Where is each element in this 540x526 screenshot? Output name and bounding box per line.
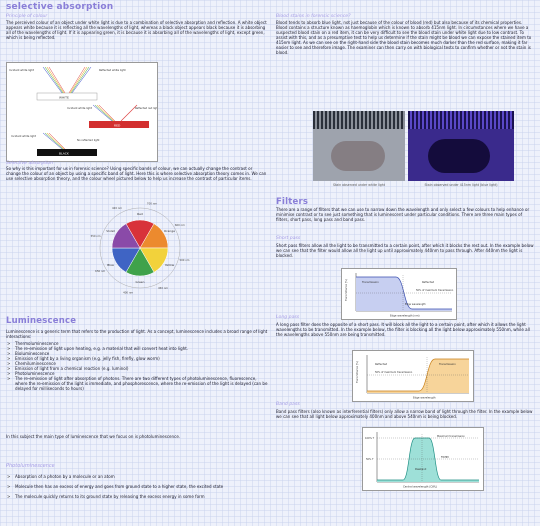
band-pass-chart-svg <box>363 428 483 490</box>
diagram-label: No reflected light <box>77 139 100 142</box>
list-item: > The re-emission of light upon heating, e.g. a material that will convert heat into light. <box>6 346 268 351</box>
list-item: > Thermoluminescence <box>6 341 268 346</box>
wheel-wavelength-label: 450 nm <box>158 286 168 290</box>
selective-absorption-title: selective absorption <box>6 2 114 12</box>
wheel-segment-label: Violet <box>106 229 115 233</box>
blood-caption: Stain observed under 415nm light (blue light) <box>424 183 498 187</box>
colour-wheel-svg <box>80 198 200 298</box>
wheel-wavelength-label: 600 nm <box>174 224 185 227</box>
short-pass-chart-svg <box>342 269 456 319</box>
photoluminescence-heading: Photoluminescence <box>6 463 55 469</box>
band-pass-chart <box>362 427 484 491</box>
chart-label: Reflected <box>422 281 435 284</box>
long-pass-heading: Long pass <box>276 315 300 320</box>
long-pass-text: A long pass filter does the opposite of a short pass. It will block all the light to a certain point, after which it allows the light wavelengths to be transmitted. In the example below, the filter is blocking all the light below approximately 550nm, while all the wavelengths above 550nm are being transmitted. <box>276 322 530 337</box>
luminescence-list <box>6 341 268 391</box>
chart-label: Transmittance (%) <box>356 361 359 383</box>
short-pass-text: Short pass filters allow all the light to be transmitted to a certain point, after which it blocks the rest out. In the example below we can see that the filter would allow all the light up until approximately 440nm to pass through. After 440nm the light is blocked. <box>276 243 534 258</box>
chart-label: Transmittance (%) <box>345 279 348 301</box>
luminescence-intro: Luminescence is a generic term that refers to the production of light. As a concept, luminescence includes a broad range of light interactions: <box>6 329 268 339</box>
chart-label: Maximum transmission <box>437 435 465 438</box>
wheel-segment-label: Orange <box>163 229 175 233</box>
selective-absorption-text: So why is this important for us in forensic science? Using specific bands of colour, we can actually change the contrast or change the colour of an object by using a specific band of light. Here this is where selective absorption theory comes in. We can use selective absorption theory, and the colour wheel pictured below to help us increase the contrast of particular items. <box>6 166 267 181</box>
filters-text: There are a range of filters that we can use to narrow down the wavelength and only select a few colours to help enhance or minimise contrast or to see just something that is luminescent under particular conditions. There are three main types of filters, short pass, long pass and band pass. <box>276 207 530 222</box>
chart-label: Edge wavelength (nm) <box>390 314 420 318</box>
wheel-wavelength-label: 550 nm <box>90 235 101 239</box>
wheel-segment-label: Green <box>135 280 145 284</box>
wheel-segment-label: Yellow <box>164 263 175 267</box>
filters-title: Filters <box>276 197 309 207</box>
diagram-label: BLACK <box>59 151 69 156</box>
stain-shape <box>428 139 490 173</box>
chart-label: Passband <box>415 468 427 471</box>
diagram-label: RED <box>114 123 121 128</box>
fabric-texture <box>408 111 514 129</box>
wheel-segment-label: Blue <box>107 263 114 267</box>
blood-stains-text: Blood tends to absorb blue light, not just because of the colour of blood (red) but also because of its chemical properties. Blood contains a structure known as haemoglobin which is known to absorb 415nm light. In circumstances where we have a suspected blood stain on a red item, it can be very difficult to see the blood stain under white light due to low contrast. To assist with this, and as a presumptive test to help us determine if the stain might be blood we can expose the stained item to 415nm light. As we can see on the right-hand side the blood stain becomes much darker than the red surface, making it far easier to see and therefore image. The examiner can then carry on with biological tests to confirm whether or not the stain is blood. <box>276 20 532 55</box>
chart-label: Transmission <box>439 363 456 366</box>
wheel-wavelength-label: 700 nm <box>146 202 157 206</box>
luminescence-title: Luminescence <box>6 316 77 326</box>
fabric-texture <box>313 111 405 129</box>
chart-label: 50% of maximum transmission <box>416 289 454 292</box>
wheel-wavelength-label: 400 nm <box>123 291 134 295</box>
principle-of-colour-text: The perceived colour of an object under white light is due to a combination of selective absorption and reflection. A white object appears white because it is reflecting all the wavelengths of light, whereas a black object appears black because it is absorbing all of the wavelengths of light. If it is appearing green, it is because it is absorbing all of the wavelengths of light, except green, which is being reflected. <box>6 20 267 40</box>
list-item: > The re-emission of light after absorption of photons. There are two different types of photoluminescence, fluorescence, where the re-emission of the light is immediate, and phosphorescence, where the re-emission of the light is delayed (can be delayed for milliseconds to hours) <box>6 376 268 391</box>
list-item: > Photoluminescence <box>6 371 268 376</box>
diagram-label: Incident white light <box>67 107 92 110</box>
list-item: > Molecule then has an excess of energy and goes from ground state to a higher state, the excited state <box>6 484 268 489</box>
wheel-wavelength-label: 500 nm <box>179 258 190 262</box>
band-pass-heading: Band pass <box>276 402 300 407</box>
reflection-diagram <box>6 62 158 162</box>
long-pass-chart-svg <box>353 351 473 401</box>
chart-label: 50% of maximum transmission <box>375 371 413 374</box>
list-item: > Chemiluminescence <box>6 361 268 366</box>
list-item: > Emission of light from a chemical reaction (e.g. luminol) <box>6 366 268 371</box>
wheel-segment-label: Red <box>137 212 143 216</box>
blood-image-white-light <box>313 111 405 181</box>
chart-label: Transmission <box>362 281 379 284</box>
chart-label: Central wavelength (CWL) <box>403 485 438 489</box>
diagram-label: Incident white light <box>11 135 36 138</box>
short-pass-heading: Short pass <box>276 236 301 241</box>
selective-absorption-heading: Selective absorption <box>6 161 53 166</box>
chart-label: FWHM <box>441 456 449 459</box>
list-item: > Emission of light by a living organism (e.g. jelly fish, firefly, glow worm) <box>6 356 268 361</box>
diagram-label: WHITE <box>59 95 69 100</box>
blood-stains-heading: Blood stains in forensic science? <box>276 14 351 19</box>
long-pass-chart <box>352 350 474 402</box>
list-item: > Bioluminescence <box>6 351 268 356</box>
diagram-label: Reflected white light <box>99 69 126 72</box>
blood-caption: Stain observed under white light <box>332 183 386 187</box>
blood-image-415nm-light <box>408 111 514 181</box>
colour-wheel <box>80 198 200 298</box>
photoluminescence-list <box>6 474 268 499</box>
chart-label: 50% T <box>366 458 374 461</box>
principle-of-colour-heading: Principle of colour <box>6 14 48 19</box>
wheel-wavelength-label: 420 nm <box>112 207 122 211</box>
list-item: > Absorption of a photon by a molecule or an atom <box>6 474 268 479</box>
chart-label: Reflected <box>375 363 388 366</box>
chart-label: Edge wavelength <box>405 303 426 306</box>
diagram-label: Incident white light <box>9 69 34 72</box>
luminescence-note: In this subject the main type of luminescence that we focus on is photoluminescence. <box>6 434 181 439</box>
diagram-label: Reflected red light <box>135 107 157 110</box>
chart-label: Edge wavelength <box>413 396 436 400</box>
wheel-wavelength-label: 650 nm <box>95 270 106 273</box>
chart-label: 100% T <box>365 437 375 440</box>
stain-shape <box>331 141 385 171</box>
reflection-diagram-svg <box>7 63 157 161</box>
band-pass-text: Band pass filters (also known as interferential filters) only allow a narrow band of light through the filter. In the example below we can see that all light below approximately 400nm and above 540nm is being blocked. <box>276 409 533 419</box>
short-pass-chart <box>341 268 457 320</box>
list-item: > The molecule quickly returns to its ground state by releasing the excess energy in some form <box>6 494 268 499</box>
